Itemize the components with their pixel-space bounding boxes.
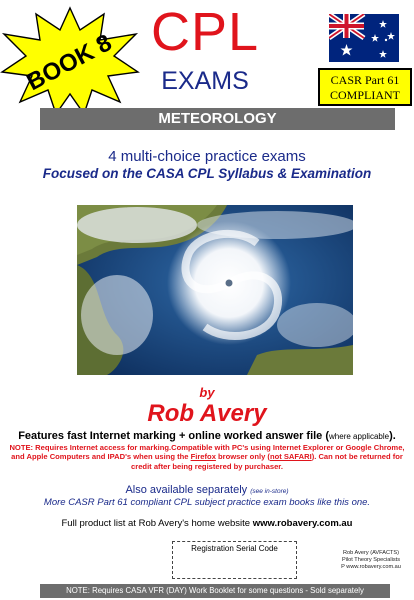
note-firefox: Firefox bbox=[190, 452, 216, 462]
book-badge bbox=[0, 6, 140, 116]
contact-line-1: Rob Avery (AVFACTS) bbox=[342, 550, 400, 556]
note-safari: not SAFARI bbox=[269, 452, 312, 462]
contact-block bbox=[328, 550, 414, 571]
more-books: More CASR Part 61 compliant CPL subject practice exam books like this one. bbox=[43, 497, 371, 508]
features-end: ). bbox=[389, 430, 396, 442]
title-exams: EXAMS bbox=[161, 67, 249, 95]
features-line bbox=[0, 430, 414, 442]
contact-line-2: Pilot Theory Specialists bbox=[341, 557, 401, 563]
also-small: (see in-store) bbox=[250, 488, 289, 495]
compatibility-note bbox=[8, 443, 406, 471]
website-link[interactable]: www.robavery.com.au bbox=[252, 518, 353, 529]
by-label: by bbox=[199, 385, 215, 400]
tagline-syllabus: Focused on the CASA CPL Syllabus & Examination bbox=[42, 166, 372, 181]
also-available bbox=[0, 484, 414, 496]
subject-bar: METEOROLOGY bbox=[40, 108, 395, 130]
hurricane-satellite-image bbox=[77, 205, 353, 375]
note-part-c: ). Can not be returned for credit after being registered by purchaser. bbox=[131, 452, 403, 471]
full-product-list bbox=[0, 518, 414, 529]
full-prefix: Full product list at Rob Avery's home website bbox=[61, 518, 253, 529]
note-part-b: browser only ( bbox=[215, 452, 270, 462]
serial-label: Registration Serial Code bbox=[191, 544, 278, 553]
features-main: Features fast Internet marking + online worked answer file ( bbox=[18, 430, 330, 442]
book-badge-text: BOOK 8 bbox=[22, 29, 117, 97]
casr-line-2: COMPLIANT bbox=[329, 88, 400, 102]
tagline-exams: 4 multi-choice practice exams bbox=[108, 148, 306, 165]
australian-flag-icon bbox=[329, 14, 399, 62]
footer-note: NOTE: Requires CASA VFR (DAY) Work Booklet for some questions - Sold separately bbox=[40, 584, 390, 598]
registration-serial-box bbox=[172, 541, 297, 579]
contact-line-3: P www.robavery.com.au bbox=[341, 564, 401, 570]
casr-compliant-badge bbox=[318, 68, 412, 106]
title-cpl: CPL bbox=[150, 2, 260, 62]
casr-line-1: CASR Part 61 bbox=[330, 73, 400, 87]
also-main: Also available separately bbox=[125, 484, 251, 496]
author-name: Rob Avery bbox=[147, 400, 267, 427]
features-small: where applicable bbox=[329, 432, 390, 441]
note-part-a: NOTE: Requires Internet access for marking.Compatible with PC's using Internet Explorer or Google Chrome, and Apple Computers and IPAD's when using the bbox=[9, 443, 405, 462]
